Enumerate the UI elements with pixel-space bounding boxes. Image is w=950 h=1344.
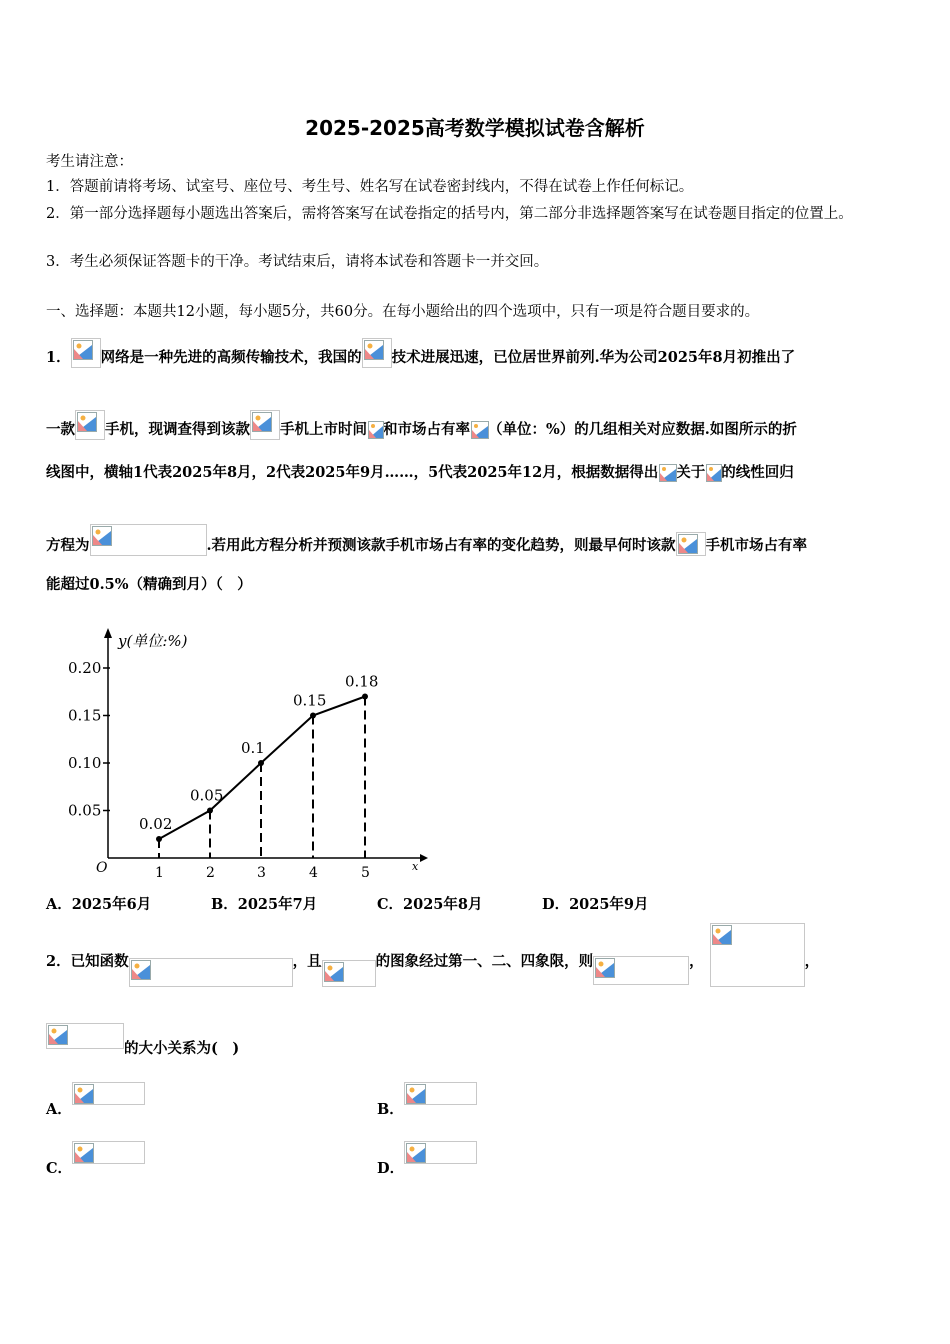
x-axis-label: x [412, 860, 419, 873]
notice-item-3: 3．考生必须保证答题卡的干净。考试结束后，请将本试卷和答题卡一并交回。 [46, 254, 549, 270]
image-placeholder-icon [72, 1082, 145, 1105]
q2-option-b[interactable]: B． [377, 1098, 477, 1119]
image-placeholder-icon [658, 463, 676, 483]
data-label: 0.15 [293, 691, 327, 710]
x-tick-label: 4 [309, 865, 318, 878]
image-placeholder-icon [362, 338, 392, 368]
origin-label: O [96, 860, 108, 876]
q1-option-d[interactable]: D．2025年9月 [542, 896, 649, 913]
q1-line-2: 一款 手机，现调查得到该款 手机上市时间 和市场占有率 （单位：%）的几组相关对应数据.如图所示的折 [46, 410, 797, 440]
q1-line-1: 1． 网络是一种先进的高频传输技术，我国的 技术进展迅速，已位居世界前列.华为公司2025年8月初推出了 [46, 338, 795, 368]
image-placeholder-icon [71, 338, 101, 368]
q2-line-2: 的大小关系为( ) [46, 1039, 239, 1059]
q1-number: 1． [46, 349, 71, 366]
data-point [207, 808, 213, 814]
data-point [310, 713, 316, 719]
data-point [156, 836, 162, 842]
image-placeholder-icon [129, 958, 293, 987]
image-placeholder-icon [470, 420, 488, 440]
image-placeholder-icon [593, 956, 689, 985]
q1-option-a[interactable]: A．2025年6月 [46, 896, 152, 913]
section-heading: 一、选择题：本题共12小题，每小题5分，共60分。在每小题给出的四个选项中，只有一项是符合题目要求的。 [46, 304, 760, 320]
y-tick-label: 0.05 [68, 801, 102, 820]
data-point [258, 760, 264, 766]
image-placeholder-icon [710, 923, 805, 987]
q1-option-c[interactable]: C．2025年8月 [377, 896, 483, 913]
q1-line-3: 线图中，横轴1代表2025年8月，2代表2025年9月……，5代表2025年12月，根据数据得出 关于 的线性回归 [46, 464, 794, 481]
q2-option-c[interactable]: C． [46, 1157, 145, 1178]
y-tick-label: 0.15 [68, 706, 102, 725]
data-label: 0.05 [190, 786, 224, 805]
q1-line-5: 能超过0.5%（精确到月）（ ） [46, 576, 252, 593]
q1-line-4: 方程为 .若用此方程分析并预测该款手机市场占有率的变化趋势，则最早何时该款 手机市场占有率 [46, 524, 807, 556]
x-tick-label: 2 [206, 865, 215, 878]
data-point [362, 694, 368, 700]
x-axis-arrow [420, 854, 428, 862]
data-label: 0.1 [241, 739, 265, 757]
image-placeholder-icon [72, 1141, 145, 1164]
image-placeholder-icon [90, 524, 207, 556]
q2-option-a[interactable]: A． [46, 1098, 145, 1119]
image-placeholder-icon [46, 1023, 124, 1049]
notice-item-2: 2．第一部分选择题每小题选出答案后，需将答案写在试卷指定的括号内，第二部分非选择题答案写在试卷题目指定的位置上。 [46, 206, 853, 222]
data-label: 0.18 [345, 672, 379, 691]
image-placeholder-icon [404, 1082, 477, 1105]
x-tick-label: 1 [155, 865, 164, 878]
image-placeholder-icon [676, 532, 706, 556]
y-tick-label: 0.20 [68, 659, 102, 677]
line-chart [60, 618, 430, 878]
y-axis-arrow [104, 628, 112, 638]
image-placeholder-icon [404, 1141, 477, 1164]
image-placeholder-icon [250, 410, 280, 440]
image-placeholder-icon [367, 420, 383, 440]
q2-line-1: 2．已知函数 ，且 的图象经过第一、二、四象限，则 ， ， [46, 952, 819, 987]
page-title: 2025-2025高考数学模拟试卷含解析 [305, 116, 645, 140]
image-placeholder-icon [705, 463, 721, 483]
data-label: 0.02 [139, 815, 173, 833]
y-axis-label: y(单位:%) [118, 632, 188, 650]
q2-option-d[interactable]: D． [377, 1157, 477, 1178]
x-tick-label: 3 [257, 865, 266, 878]
y-tick-label: 0.10 [68, 754, 102, 772]
q1-option-b[interactable]: B．2025年7月 [211, 896, 318, 913]
image-placeholder-icon [322, 960, 376, 987]
notice-heading: 考生请注意： [46, 154, 133, 170]
notice-item-1: 1．答题前请将考场、试室号、座位号、考生号、姓名写在试卷密封线内，不得在试卷上作任何标记。 [46, 179, 694, 195]
image-placeholder-icon [75, 410, 105, 440]
x-tick-label: 5 [361, 865, 370, 878]
